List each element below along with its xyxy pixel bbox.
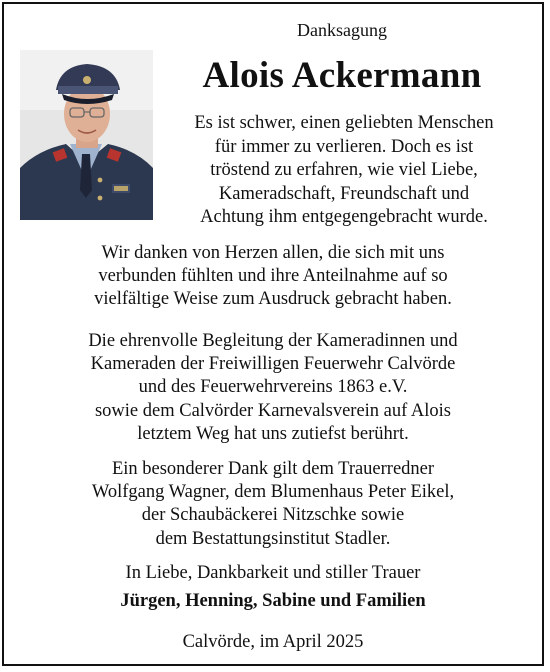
paragraph-line: letztem Weg hat uns zutiefst berührt. [137,423,409,444]
paragraph-line: Ein besonderer Dank gilt dem Trauerredner [111,459,435,479]
closing-line: In Liebe, Dankbarkeit und stiller Trauer [125,563,421,583]
paragraph-line: vielfältige Weise zum Ausdruck gebracht haben. [94,289,452,310]
paragraph-line: der Schaubäckerei Nitzschke sowie [141,505,405,526]
intro-text [160,112,528,230]
paragraph-line: Die ehrenvolle Begleitung der Kameradinnen und [88,331,458,351]
place-date: Calvörde, im April 2025 [182,632,364,652]
thanks-paragraph [18,242,528,312]
paragraph-line: dem Bestattungsinstitut Stadler. [155,528,391,549]
family-signature: Jürgen, Henning, Sabine und Familien [120,591,426,611]
intro-line: Kameradschaft, Freundschaft und [218,183,470,204]
portrait-photo [20,50,153,220]
paragraph-line: sowie dem Calvörder Karnevalsverein auf Alois [94,400,452,421]
intro-line: tröstend zu erfahren, wie viel Liebe, [210,160,478,181]
special-thanks-paragraph [18,458,528,551]
paragraph-line: Kameraden der Freiwilligen Feuerwehr Calvörde [90,354,456,375]
intro-line: Es ist schwer, einen geliebten Menschen [194,113,494,133]
paragraph-line: Wir danken von Herzen allen, die sich mit uns [101,243,445,263]
deceased-name: Alois Ackermann [202,55,482,96]
fire-brigade-paragraph [18,330,528,446]
intro-line: Achtung ihm entgegengebracht wurde. [200,207,488,228]
intro-line: für immer zu verlieren. Doch es ist [214,136,474,157]
paragraph-line: verbunden fühlten und ihre Anteilnahme auf so [98,266,448,287]
portrait-illustration [20,50,153,220]
paragraph-line: und des Feuerwehrvereins 1863 e.V. [138,377,408,398]
paragraph-line: Wolfgang Wagner, dem Blumenhaus Peter Eikel, [91,482,455,503]
notice-header: Danksagung [297,20,387,40]
